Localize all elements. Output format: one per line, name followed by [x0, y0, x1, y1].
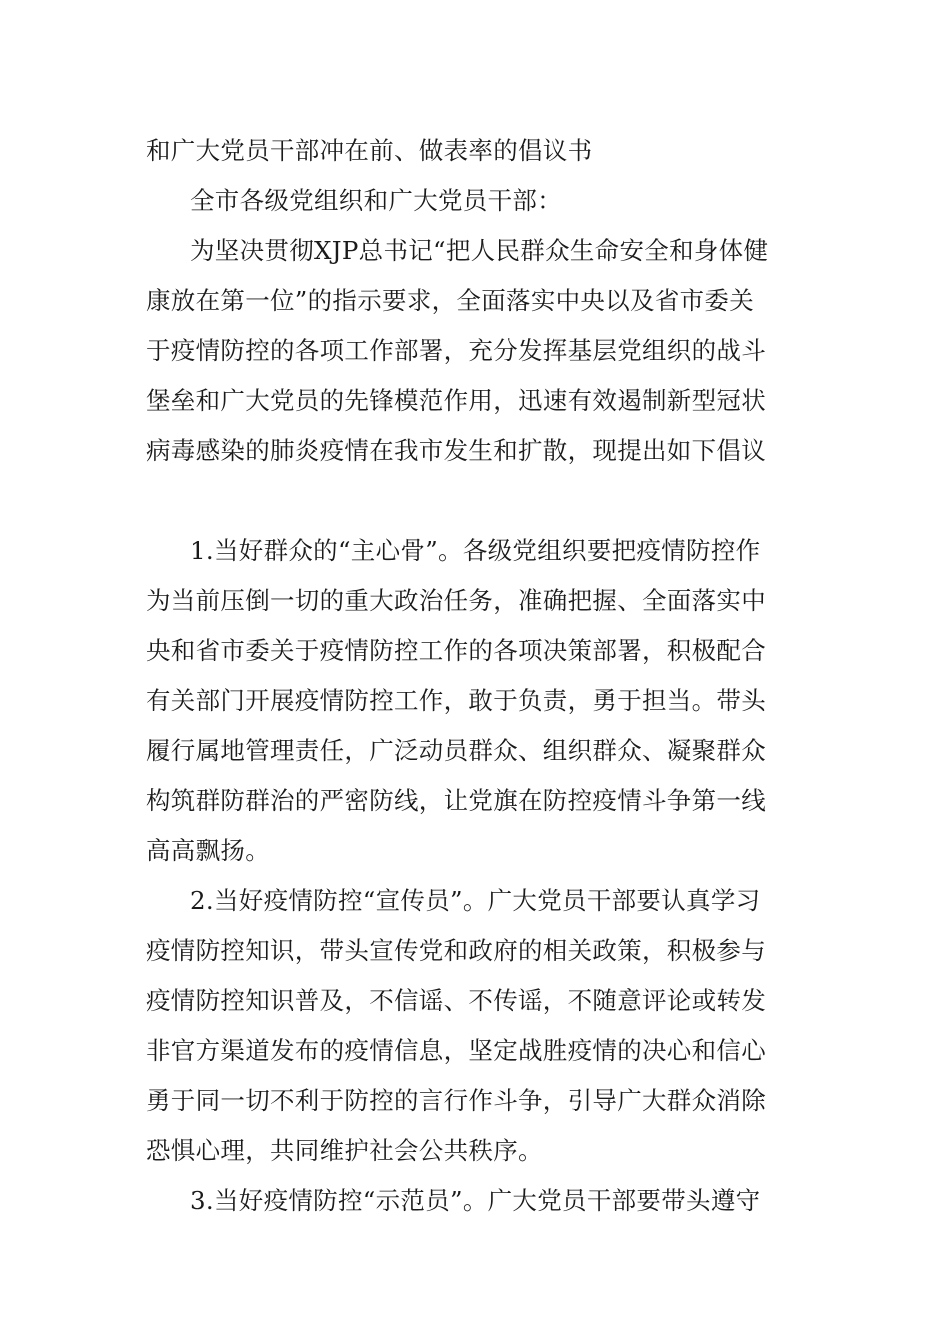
paragraph-gap	[146, 476, 810, 526]
text-line: 堡垒和广大党员的先锋模范作用，迅速有效遏制新型冠状	[146, 386, 766, 415]
text-line: 疫情防控知识，带头宣传党和政府的相关政策，积极参与	[146, 936, 766, 965]
text-line: 为当前压倒一切的重大政治任务，准确把握、全面落实中	[146, 586, 766, 615]
text-line: 勇于同一切不利于防控的言行作斗争，引导广大群众消除	[146, 1086, 766, 1115]
text-line: 履行属地管理责任，广泛动员群众、组织群众、凝聚群众	[146, 736, 766, 765]
intro-paragraph	[146, 226, 810, 476]
document-body	[146, 126, 810, 1226]
text-line: 恐惧心理，共同维护社会公共秩序。	[146, 1136, 543, 1165]
text-line: 为坚决贯彻XJP总书记“把人民群众生命安全和身体健	[190, 236, 769, 265]
text-line: 有关部门开展疫情防控工作，敢于负责，勇于担当。带头	[146, 686, 766, 715]
item-1-paragraph	[146, 526, 810, 876]
text-line: 于疫情防控的各项工作部署，充分发挥基层党组织的战斗	[146, 336, 766, 365]
document-title-line: 和广大党员干部冲在前、做表率的倡议书	[146, 136, 593, 165]
item-2-paragraph	[146, 876, 810, 1176]
text-line: 2.当好疫情防控“宣传员”。广大党员干部要认真学习	[190, 886, 761, 915]
text-line: 疫情防控知识普及，不信谣、不传谣，不随意评论或转发	[146, 986, 766, 1015]
salutation: 全市各级党组织和广大党员干部：	[190, 186, 562, 215]
item-3-paragraph	[146, 1176, 810, 1226]
text-line: 央和省市委关于疫情防控工作的各项决策部署，积极配合	[146, 636, 766, 665]
text-line: 高高飘扬。	[146, 836, 270, 865]
text-line: 1.当好群众的“主心骨”。各级党组织要把疫情防控作	[190, 536, 761, 565]
text-line: 构筑群防群治的严密防线，让党旗在防控疫情斗争第一线	[146, 786, 766, 815]
text-line: 3.当好疫情防控“示范员”。广大党员干部要带头遵守	[190, 1186, 761, 1215]
text-line: 非官方渠道发布的疫情信息，坚定战胜疫情的决心和信心	[146, 1036, 766, 1065]
text-line: 病毒感染的肺炎疫情在我市发生和扩散，现提出如下倡议	[146, 436, 766, 465]
text-line: 康放在第一位”的指示要求，全面落实中央以及省市委关	[146, 286, 755, 315]
